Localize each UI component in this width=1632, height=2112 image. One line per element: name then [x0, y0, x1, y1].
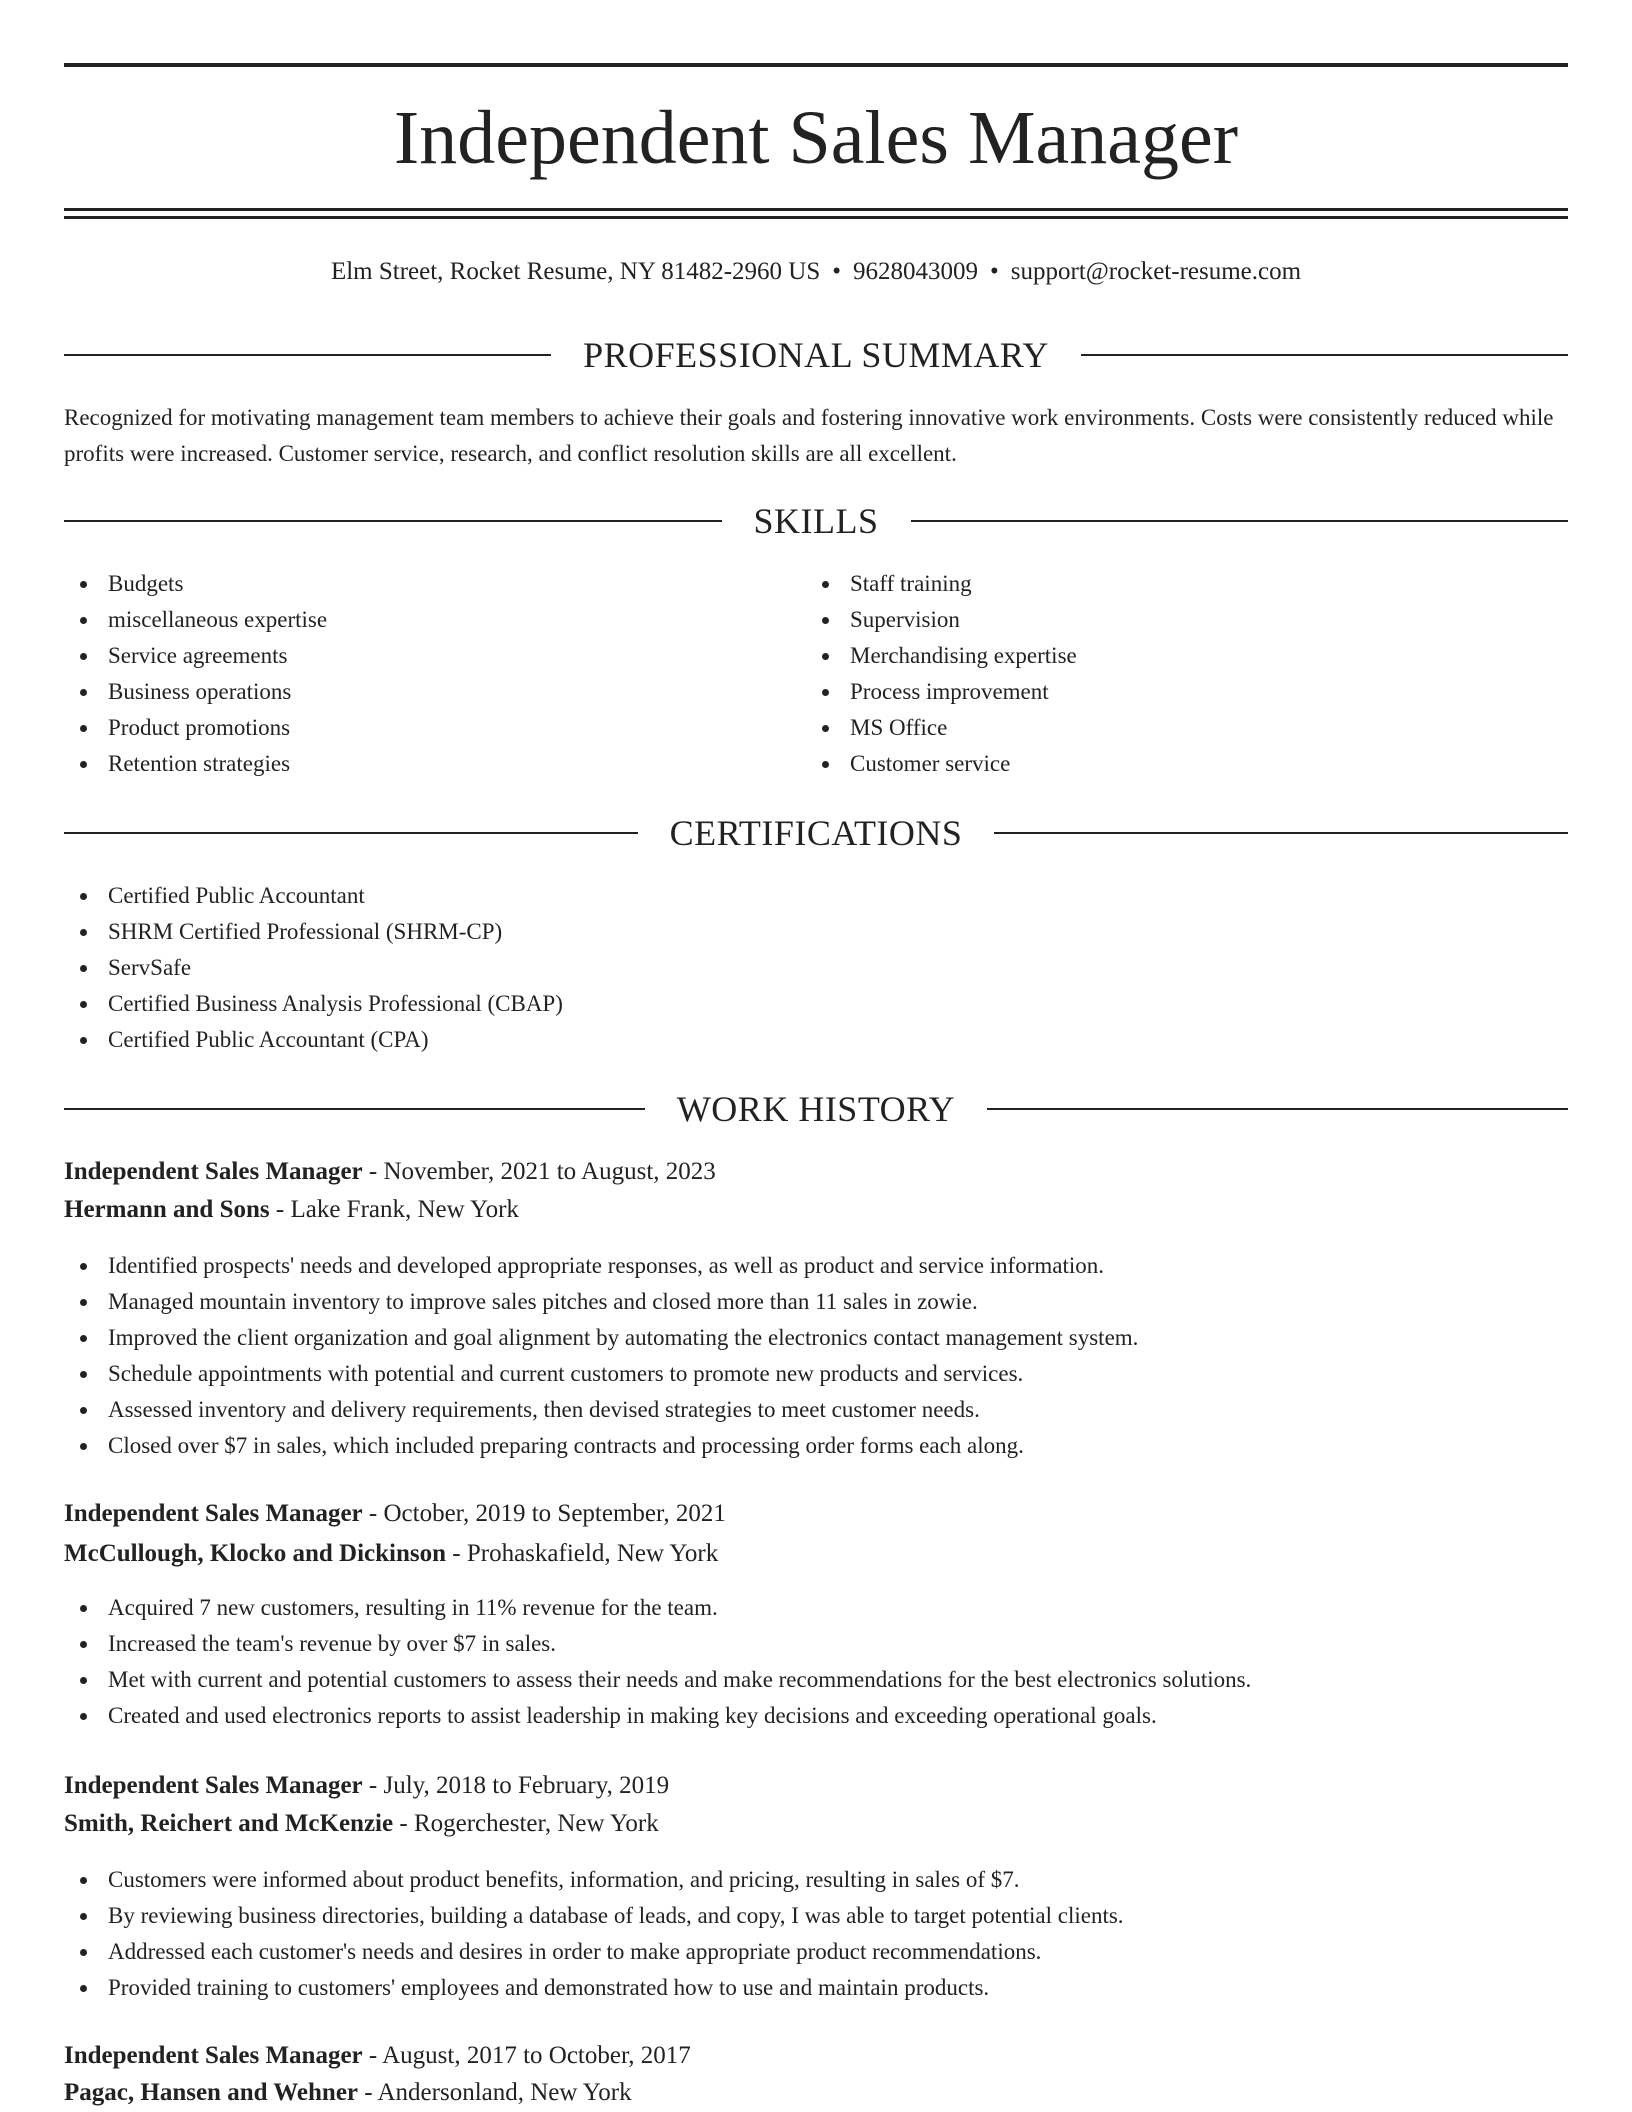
contact-address: Elm Street, Rocket Resume, NY 81482-2960 US [330, 258, 821, 285]
heading-rule-right [994, 832, 1568, 834]
job-duty: Schedule appointments with potential and current customers to promote new products and services. [64, 1356, 1568, 1392]
skill-item: MS Office [806, 710, 1546, 746]
contact-separator: • [832, 258, 841, 285]
job-company-line [64, 1535, 1568, 1573]
contact-phone: 9628043009 [853, 258, 978, 285]
skill-item: Staff training [806, 566, 1546, 602]
heading-rule-right [911, 520, 1569, 522]
job-duties-list [64, 1862, 1568, 2006]
heading-rule-right [987, 1108, 1568, 1110]
skill-item: Merchandising expertise [806, 638, 1546, 674]
certification-item: Certified Public Accountant [64, 878, 1568, 914]
contact-separator: • [990, 258, 999, 285]
summary-heading-label: PROFESSIONAL SUMMARY [583, 335, 1049, 375]
certifications-heading [64, 811, 1568, 855]
skill-item: Customer service [806, 746, 1546, 782]
skill-item: Retention strategies [64, 746, 804, 782]
job-duty: Provided training to customers' employees and demonstrated how to use and maintain products. [64, 1970, 1568, 2006]
job-title: Independent Sales Manager [64, 1158, 363, 1185]
job-dash: - [368, 1158, 378, 1185]
job-dash: - [368, 2042, 378, 2069]
job-dates: October, 2019 to September, 2021 [383, 1500, 726, 1527]
skill-item: Process improvement [806, 674, 1546, 710]
summary-text: Recognized for motivating management team members to achieve their goals and fostering innovative work environments. Costs were consistently reduced while profits were increased. Customer service, research, and conflict resolution skills are all excellent. [64, 405, 1554, 466]
job-company-line [64, 1191, 1568, 1229]
job-duty: Acquired 7 new customers, resulting in 11% revenue for the team. [64, 1590, 1568, 1626]
job-title: Independent Sales Manager [64, 1772, 363, 1799]
job-duty: Increased the team's revenue by over $7 in sales. [64, 1626, 1568, 1662]
job-dates: July, 2018 to February, 2019 [383, 1772, 670, 1799]
contact-line [64, 254, 1568, 290]
skills-list-left [64, 566, 804, 782]
skill-item: Budgets [64, 566, 804, 602]
job-company-line [64, 1805, 1568, 1843]
job-title-line [64, 1767, 1568, 1805]
resume-title: Independent Sales Manager [393, 96, 1239, 180]
certification-item: Certified Business Analysis Professional (CBAP) [64, 986, 1568, 1022]
job-dash: - [364, 2079, 373, 2106]
job-duty: Met with current and potential customers to assess their needs and make recommendations for the best electronics solutions. [64, 1662, 1568, 1698]
work-history-heading [64, 1087, 1568, 1131]
job-duty: Assessed inventory and delivery requirements, then devised strategies to meet customer needs. [64, 1392, 1568, 1428]
job-duty: Closed over $7 in sales, which included preparing contracts and processing order forms each along. [64, 1428, 1568, 1464]
job-duty: By reviewing business directories, building a database of leads, and copy, I was able to target potential clients. [64, 1898, 1568, 1934]
heading-rule-right [1081, 354, 1568, 356]
certifications-heading-label: CERTIFICATIONS [669, 813, 963, 853]
skills-heading-label: SKILLS [753, 501, 879, 541]
job-dash: - [399, 1810, 408, 1837]
skills-list-right [806, 566, 1546, 782]
summary-heading [64, 333, 1568, 377]
heading-rule-left [64, 1108, 645, 1110]
job-company: Smith, Reichert and McKenzie [64, 1810, 394, 1837]
heading-rule-left [64, 832, 638, 834]
title-rule-upper [64, 208, 1568, 211]
title-rule-lower [64, 216, 1568, 219]
job-dash: - [452, 1540, 461, 1567]
top-rule [64, 63, 1568, 67]
job-dash: - [368, 1772, 378, 1799]
job-title: Independent Sales Manager [64, 2042, 363, 2069]
certifications-list [64, 878, 1568, 1058]
job-company-line [64, 2074, 1568, 2112]
job-duties-list [64, 1248, 1568, 1464]
job-location: Rogerchester, New York [413, 1810, 659, 1837]
job-duty: Customers were informed about product benefits, information, and pricing, resulting in sales of $7. [64, 1862, 1568, 1898]
job-company: McCullough, Klocko and Dickinson [64, 1540, 447, 1567]
skill-item: Service agreements [64, 638, 804, 674]
certification-item: ServSafe [64, 950, 1568, 986]
job-duties-list [64, 1590, 1568, 1734]
job-company: Pagac, Hansen and Wehner [64, 2079, 359, 2106]
job-title: Independent Sales Manager [64, 1500, 363, 1527]
job-location: Lake Frank, New York [290, 1196, 519, 1223]
heading-rule-left [64, 520, 722, 522]
job-duty: Created and used electronics reports to assist leadership in making key decisions and exceeding operational goals. [64, 1698, 1568, 1734]
job-title-line [64, 1153, 1568, 1191]
job-dash: - [275, 1196, 285, 1223]
skill-item: Business operations [64, 674, 804, 710]
job-duty: Addressed each customer's needs and desires in order to make appropriate product recommendations. [64, 1934, 1568, 1970]
skill-item: miscellaneous expertise [64, 602, 804, 638]
job-dates: August, 2017 to October, 2017 [382, 2042, 691, 2069]
skill-item: Supervision [806, 602, 1546, 638]
job-location: Prohaskafield, New York [466, 1540, 719, 1567]
job-duty: Managed mountain inventory to improve sales pitches and closed more than 11 sales in zowie. [64, 1284, 1568, 1320]
job-company: Hermann and Sons [64, 1196, 270, 1223]
heading-rule-left [64, 354, 551, 356]
job-dash: - [368, 1500, 378, 1527]
certification-item: Certified Public Accountant (CPA) [64, 1022, 1568, 1058]
job-duty: Identified prospects' needs and developed appropriate responses, as well as product and service information. [64, 1248, 1568, 1284]
job-title-line [64, 2037, 1568, 2075]
skill-item: Product promotions [64, 710, 804, 746]
job-dates: November, 2021 to August, 2023 [383, 1158, 716, 1185]
work-history-heading-label: WORK HISTORY [676, 1089, 956, 1129]
contact-email: support@rocket-resume.com [1010, 258, 1302, 285]
job-duty: Improved the client organization and goal alignment by automating the electronics contact management system. [64, 1320, 1568, 1356]
certification-item: SHRM Certified Professional (SHRM-CP) [64, 914, 1568, 950]
job-title-line [64, 1495, 1568, 1533]
skills-heading [64, 499, 1568, 543]
job-location: Andersonland, New York [377, 2079, 632, 2106]
